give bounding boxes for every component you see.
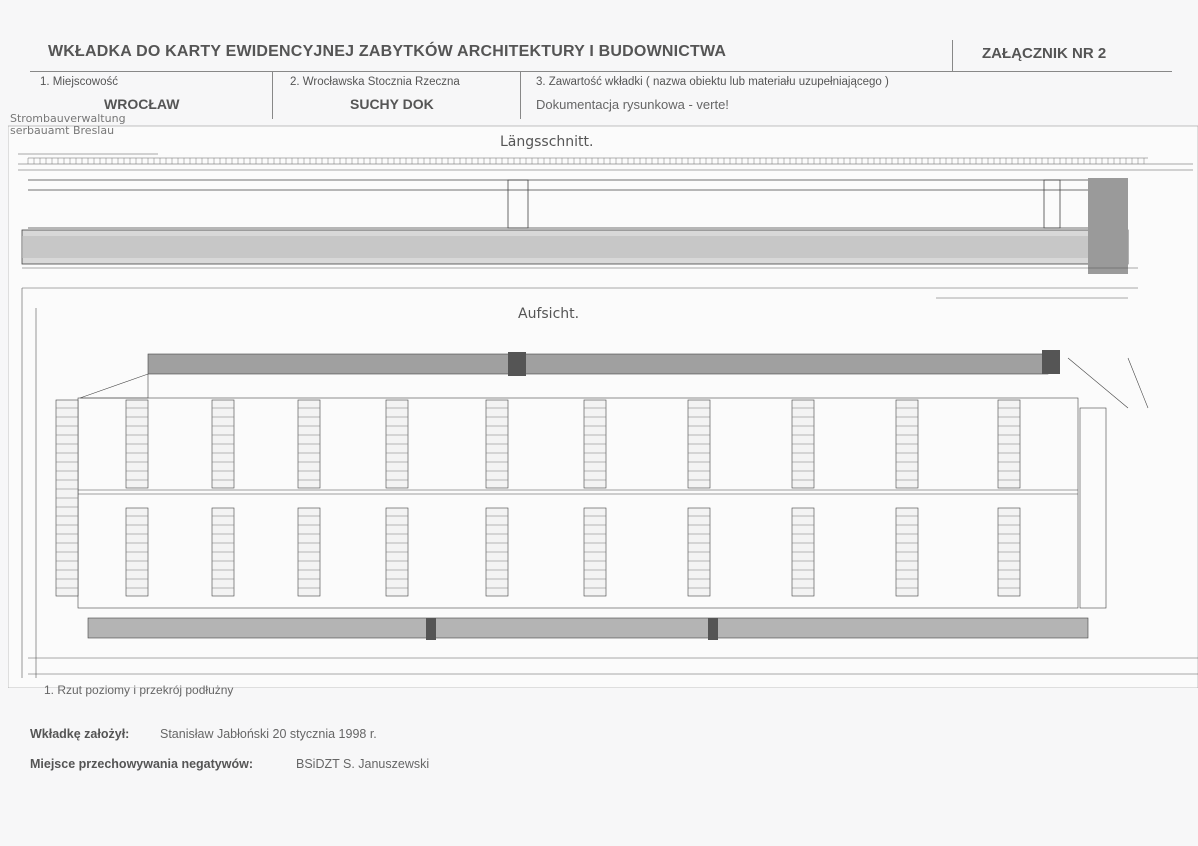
field-divider-1 <box>272 71 273 119</box>
annex-number: ZAŁĄCZNIK NR 2 <box>982 45 1107 62</box>
drawing-caption: 1. Rzut poziomy i przekrój podłużny <box>44 683 234 697</box>
location-label: 1. Miejscowość <box>40 76 118 88</box>
location-value: WROCŁAW <box>104 96 180 112</box>
header-divider <box>952 40 953 72</box>
stamp-line-1: Strombauverwaltung <box>10 112 126 125</box>
storage-value: BSiDZT S. Januszewski <box>296 757 430 771</box>
author-value: Stanisław Jabłoński 20 stycznia 1998 r. <box>160 727 377 741</box>
stamp-line-2: serbauamt Breslau <box>10 124 115 137</box>
dry-dock-drawing <box>8 118 1198 688</box>
section-title: Längsschnitt. <box>500 134 594 150</box>
field-divider-2 <box>520 71 521 119</box>
plan-title: Aufsicht. <box>518 306 580 322</box>
author-label: Wkładkę założył: <box>30 727 130 741</box>
storage-label: Miejsce przechowywania negatywów: <box>30 757 253 771</box>
content-value: Dokumentacja rysunkowa - verte! <box>536 97 729 112</box>
object-label: 2. Wrocławska Stocznia Rzeczna <box>290 76 460 88</box>
document-title: WKŁADKA DO KARTY EWIDENCYJNEJ ZABYTKÓW ARCHITEKTURY I BUDOWNICTWA <box>48 43 727 60</box>
object-value: SUCHY DOK <box>350 96 434 112</box>
content-label: 3. Zawartość wkładki ( nazwa obiektu lub materiału uzupełniającego ) <box>536 76 889 88</box>
header-rule <box>30 71 1172 72</box>
